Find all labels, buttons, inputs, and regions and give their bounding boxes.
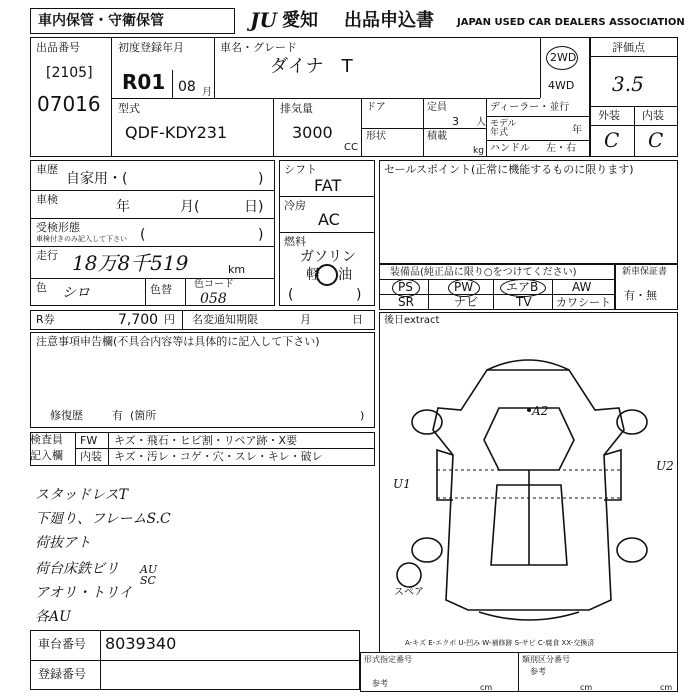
note-line-2: 下廻り、フレームS.C	[35, 511, 171, 527]
aircon-label: 冷房	[284, 199, 306, 212]
color-change-label: 色替	[150, 283, 172, 296]
type-value: QDF-KDY231	[125, 123, 228, 142]
model-name-value: ダイナ T	[270, 56, 353, 77]
history-close: )	[258, 171, 264, 187]
repair-close: )	[360, 409, 365, 422]
inspection-year: 年	[116, 199, 130, 215]
equipment-ps: PS	[398, 280, 413, 294]
color-value: シロ	[62, 285, 90, 301]
note-line-6: 各AU	[35, 609, 71, 625]
lot-code: [2105]	[46, 65, 93, 81]
shape-label: 形状	[366, 131, 386, 142]
inspection-day: 日)	[244, 199, 264, 215]
drive-2wd-circle	[546, 46, 578, 70]
dealer-label: ディーラー・並行	[490, 102, 570, 113]
fuel-open: (	[288, 287, 294, 303]
type-label: 型式	[118, 102, 140, 115]
color-code-value: 058	[200, 291, 227, 307]
name-change-month: 月	[300, 313, 311, 326]
acceptance-label: 受検形態	[36, 221, 80, 234]
wheel-front-left	[412, 410, 442, 434]
checker-fw-items: キズ・飛石・ヒビ割・リペア跡・X要	[114, 434, 298, 447]
shift-label: シフト	[284, 163, 317, 176]
equipment-label: 装備品(純正品に限り○をつけてください)	[390, 267, 577, 278]
capacity-value: 3	[452, 115, 459, 128]
mileage-unit: km	[228, 263, 246, 276]
acceptance-close: )	[258, 227, 264, 243]
equipment-sr: SR	[398, 295, 414, 309]
recycle-label: R券	[36, 313, 55, 326]
equipment-navi: ナビ	[454, 295, 479, 309]
registration-label: 初度登録年月	[118, 41, 184, 54]
model-year-unit: 年	[572, 125, 582, 136]
damage-u2: U2	[656, 459, 674, 473]
fuel-value: ガソリン	[300, 249, 356, 265]
note-marks: AU SC	[140, 563, 158, 587]
cm-unit-1: cm	[480, 683, 493, 692]
equipment-leather: カワシート	[556, 296, 611, 309]
exterior-grade: C	[604, 128, 620, 152]
fuel-diesel: 軽	[306, 267, 320, 283]
chassis-label: 車台番号	[38, 637, 87, 651]
damage-mark-a2	[527, 408, 531, 412]
cabin-outline	[484, 408, 574, 470]
model-year-label: モデル年式	[490, 119, 517, 138]
history-value: 自家用・(	[66, 171, 128, 187]
fuel-circle-mark	[316, 264, 338, 286]
history-label: 車歴	[36, 163, 58, 176]
damage-a2: A2	[532, 404, 549, 418]
handle-options: 左・右	[546, 143, 576, 154]
fuel-label: 燃料	[284, 235, 306, 248]
note-line-1: スタッドレスT	[35, 487, 128, 503]
model-name-label: 車名・グレード	[220, 41, 297, 54]
fuel-close: )	[356, 287, 362, 303]
acceptance-open: (	[140, 227, 146, 243]
equipment-tv: TV	[516, 295, 532, 309]
form-title: 出品申込書	[344, 10, 434, 31]
model-code-ref: 参考	[372, 679, 388, 688]
drive-2wd: 2WD	[550, 51, 577, 64]
recycle-value: 7,700	[118, 312, 159, 328]
notes-label: 注意事項申告欄(不具合内容等は具体的に記入して下さい)	[36, 335, 320, 348]
wheel-rear-left	[412, 538, 442, 562]
equipment-aw: AW	[572, 280, 592, 294]
capacity-label: 定員	[427, 102, 447, 113]
inspection-label: 車検	[36, 193, 58, 206]
load-unit: kg	[473, 146, 484, 156]
capacity-unit: 人	[476, 117, 486, 128]
org-title: 愛知	[282, 10, 318, 31]
warranty-label: 新車保証書	[622, 267, 668, 277]
equipment-pw-circle	[448, 279, 480, 297]
color-label: 色	[36, 281, 47, 294]
evaluation-label: 評価点	[612, 41, 645, 54]
displacement-value: 3000	[292, 123, 333, 142]
class-code-label: 類別区分番号	[522, 655, 570, 664]
handle-label: ハンドル	[490, 143, 530, 154]
damage-legend: A-キズ E-エクボ U-凹み W-補修跡 S-サビ C-腐食 XX-交換済	[405, 639, 595, 647]
registration-month: 08	[178, 79, 196, 95]
equipment-pw: PW	[454, 280, 474, 294]
drive-4wd: 4WD	[548, 79, 575, 92]
front-bumper	[487, 360, 569, 370]
cm-unit-3: cm	[660, 683, 673, 692]
repair-value: 有	[112, 409, 123, 422]
equipment-airbag-circle	[500, 279, 546, 297]
displacement-unit: CC	[344, 142, 358, 153]
checker-label-1: 検査員	[30, 433, 63, 446]
registration-era: R01	[122, 70, 166, 94]
spare-label: スペア	[394, 587, 424, 598]
fuel-diesel-suffix: 油	[338, 267, 352, 283]
name-change-day: 日	[352, 313, 363, 326]
rear-bumper	[479, 612, 579, 620]
wheel-rear-right	[617, 538, 647, 562]
car-diagram	[379, 350, 678, 650]
note-line-5: アオリ・トリイ	[35, 585, 133, 601]
back-date-label: 後日extract	[384, 315, 440, 326]
checker-interior-label: 内装	[80, 450, 102, 463]
sales-point-label: セールスポイント(正常に機能するものに限ります)	[384, 163, 634, 176]
registration-month-suffix: 月	[202, 87, 212, 98]
association-name: JAPAN USED CAR DEALERS ASSOCIATION	[457, 17, 685, 28]
model-code-label: 形式指定番号	[364, 655, 412, 664]
chassis-value: 8039340	[105, 634, 177, 653]
repair-detail: (箇所	[130, 409, 157, 422]
aircon-value: AC	[318, 210, 340, 229]
storage-label: 車内保管・守衛保管	[38, 13, 164, 29]
interior-label: 内装	[642, 109, 664, 122]
displacement-label: 排気量	[280, 102, 313, 115]
note-line-3: 荷抜アト	[35, 535, 91, 551]
mileage-value: 18万8千519	[72, 251, 189, 275]
recycle-unit: 円	[164, 313, 175, 326]
checker-interior-items: キズ・汚レ・コゲ・穴・スレ・キレ・破レ	[114, 450, 323, 463]
exterior-label: 外装	[598, 109, 620, 122]
equipment-ps-circle	[392, 279, 420, 297]
acceptance-note: 車検付きのみ記入して下さい	[36, 235, 127, 243]
plate-label: 登録番号	[38, 667, 87, 681]
cm-unit-2: cm	[580, 683, 593, 692]
load-label: 積載	[427, 131, 447, 142]
inspection-month: 月(	[180, 199, 200, 215]
mileage-label: 走行	[36, 249, 58, 262]
note-line-4: 荷台床鉄ビリ	[35, 561, 119, 577]
damage-u1: U1	[393, 477, 411, 491]
evaluation-score: 3.5	[612, 72, 644, 96]
shift-value: FAT	[314, 176, 342, 195]
color-code-label: 色コード	[194, 279, 234, 290]
door-label: ドア	[366, 102, 386, 113]
spare-tire	[397, 563, 421, 587]
checker-fw-label: FW	[80, 434, 98, 447]
equipment-airbag: エアB	[506, 280, 539, 294]
class-code-ref: 参考	[530, 667, 546, 676]
ju-logo: JU	[250, 8, 277, 32]
lot-label: 出品番号	[36, 41, 80, 54]
checker-label-2: 記入欄	[30, 449, 63, 462]
name-change-label: 名変通知期限	[192, 313, 258, 326]
lot-number: 07016	[37, 92, 101, 116]
warranty-options: 有・無	[624, 289, 657, 302]
interior-grade: C	[648, 128, 664, 152]
repair-label: 修復歴	[50, 409, 83, 422]
